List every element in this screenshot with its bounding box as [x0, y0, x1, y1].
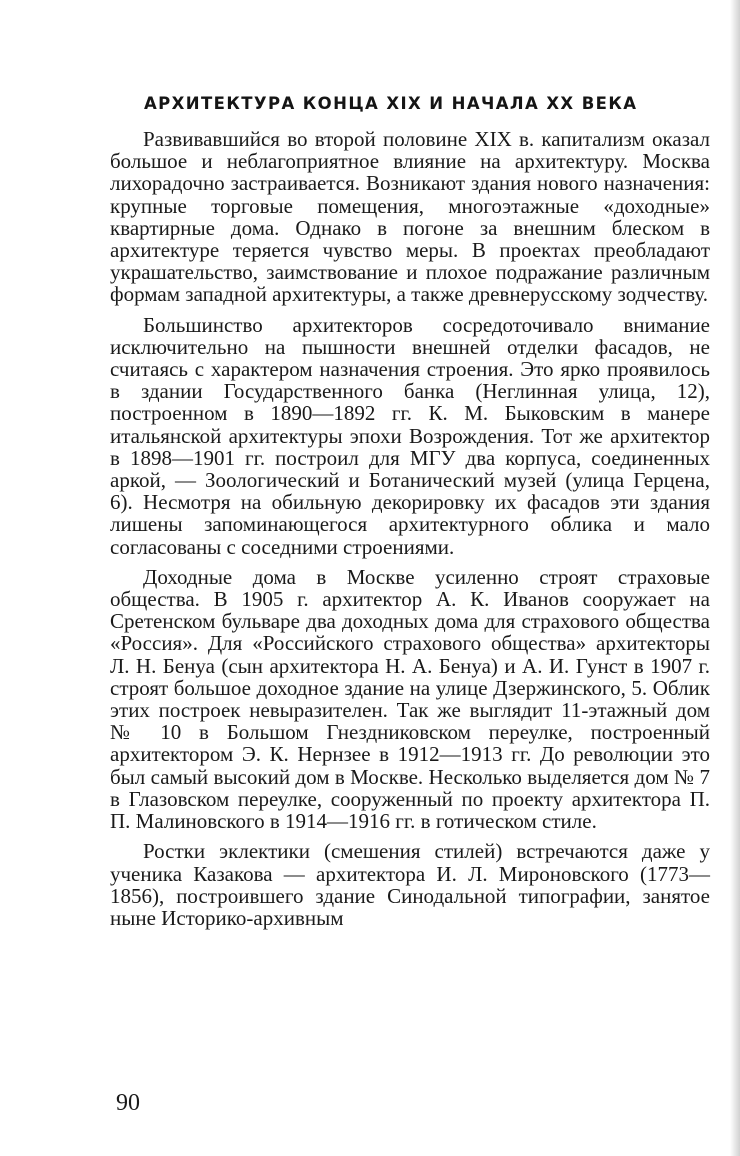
paragraph-3: Доходные дома в Москве усиленно строят страховые общества. В 1905 г. архитектор А. К. Иванов сооружает на Сретенском бульваре два доходных дома для страхового общества «Россия». Для «Российского страхового общества» архитекторы Л. Н. Бенуа (сын архитектора Н. А. Бенуа) и А. И. Гунст в 1907 г. строят большое доходное здание на улице Дзержинского, 5. Облик этих построек невыразителен. Так же выглядит 11-этажный дом № 10 в Большом Гнездниковском переулке, построенный архитектором Э. К. Нернзее в 1912—1913 гг. До революции это был самый высокий дом в Москве. Несколько выделяется дом № 7 в Глазовском переулке, сооруженный по проекту архитектора П. П. Малиновского в 1914—1916 гг. в готическом стиле. — [110, 564, 710, 834]
page-edge-shadow — [730, 0, 740, 1156]
section-heading: АРХИТЕКТУРА КОНЦА XIX И НАЧАЛА XX ВЕКА — [144, 94, 638, 113]
paragraph-1: Развивавшийся во второй половине XIX в. капитализм оказал большое и неблагоприятное влияние на архитектуру. Москва лихорадочно застраивается. Возникают здания нового назначения: крупные торговые помещения, многоэтажные «доходные» квартирные дома. Однако в погоне за внешним блеском в архитектуре теряется чувство меры. В проектах преобладают украшательство, заимствование и плохое подражание различным формам западной архитектуры, а также древнерусскому зодчеству. — [110, 127, 710, 307]
body-text — [110, 128, 710, 929]
paragraph-4: Ростки эклектики (смешения стилей) встречаются даже у ученика Казакова — архитектора И. Л. Мироновского (1773—1856), построившего здание Синодальной типографии, занятое ныне Историко-архивным — [110, 839, 710, 930]
page-number: 90 — [116, 1090, 140, 1116]
paragraph-2: Большинство архитекторов сосредоточивало внимание исключительно на пышности внешней отделки фасадов, не считаясь с характером назначения строения. Это ярко проявилось в здании Государственного банка (Неглинная улица, 12), построенном в 1890—1892 гг. К. М. Быковским в манере итальянской архитектуры эпохи Возрождения. Тот же архитектор в 1898—1901 гг. построил для МГУ два корпуса, соединенных аркой, — Зоологический и Ботанический музей (улица Герцена, 6). Несмотря на обильную декорировку их фасадов эти здания лишены запоминающегося архитектурного облика и мало согласованы с соседними строениями. — [110, 312, 710, 559]
